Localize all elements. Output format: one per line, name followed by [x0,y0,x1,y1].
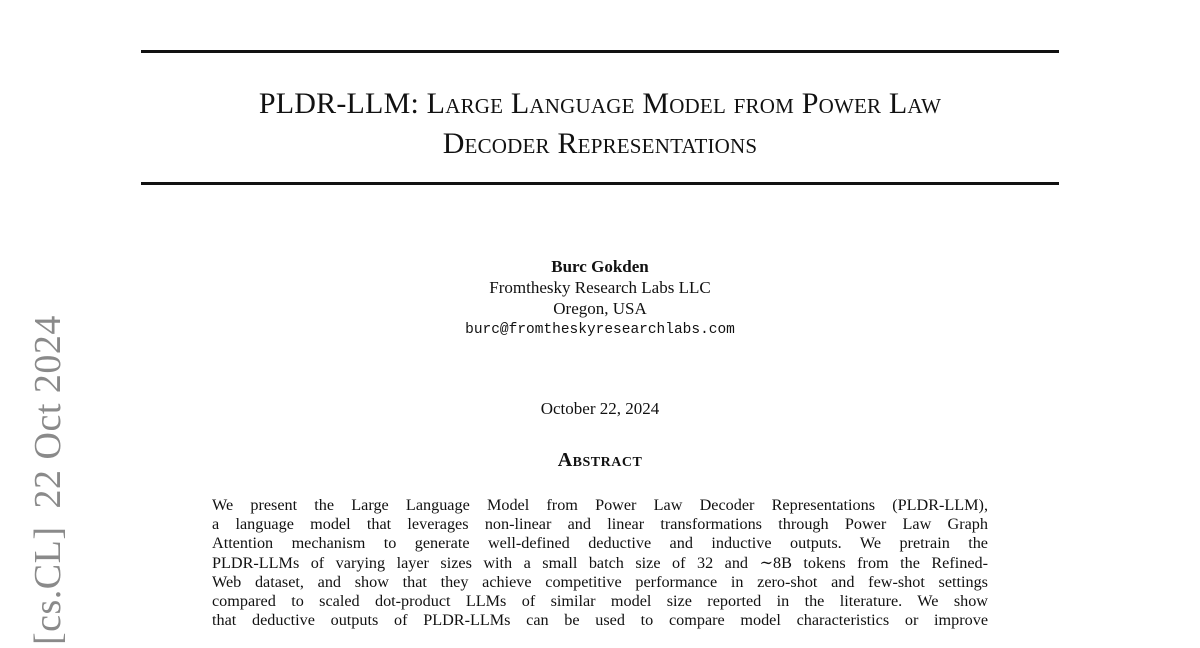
abstract-line: a language model that leverages non-linear and linear transformations through Power Law Graph [212,515,988,534]
arxiv-date: 22 Oct 2024 [27,315,69,509]
author-block [300,256,900,341]
title-top-rule [141,50,1059,53]
abstract-line: PLDR-LLMs of varying layer sizes with a small batch size of 32 and ∼8B tokens from the Refined- [212,553,988,572]
paper-title-line-2: Decoder Representations [442,127,758,160]
title-bottom-rule [141,182,1059,185]
abstract-line: that deductive outputs of PLDR-LLMs can be used to compare model characteristics or improve [212,611,988,630]
author-location: Oregon, USA [553,299,647,318]
abstract-body [212,496,988,630]
abstract-heading: Abstract [557,449,643,471]
paper-date: October 22, 2024 [540,399,660,418]
author-affiliation: Fromthesky Research Labs LLC [489,278,711,297]
paper-title-line-1: PLDR-LLM: Large Language Model from Power Law [258,87,942,120]
author-name: Burc Gokden [551,257,649,276]
arxiv-stamp [28,315,68,645]
abstract-line: We present the Large Language Model from Power Law Decoder Representations (PLDR-LLM), [212,496,988,514]
abstract-line: compared to scaled dot-product LLMs of similar model size reported in the literature. We show [212,592,988,611]
abstract-line: Attention mechanism to generate well-defined deductive and inductive outputs. We pretrain the [212,534,988,553]
abstract-line: Web dataset, and show that they achieve competitive performance in zero-shot and few-shot settings [212,572,988,591]
paper-title [141,84,1059,164]
author-email[interactable]: burc@fromtheskyresearchlabs.com [465,322,735,338]
arxiv-category: [cs.CL] [27,526,69,645]
